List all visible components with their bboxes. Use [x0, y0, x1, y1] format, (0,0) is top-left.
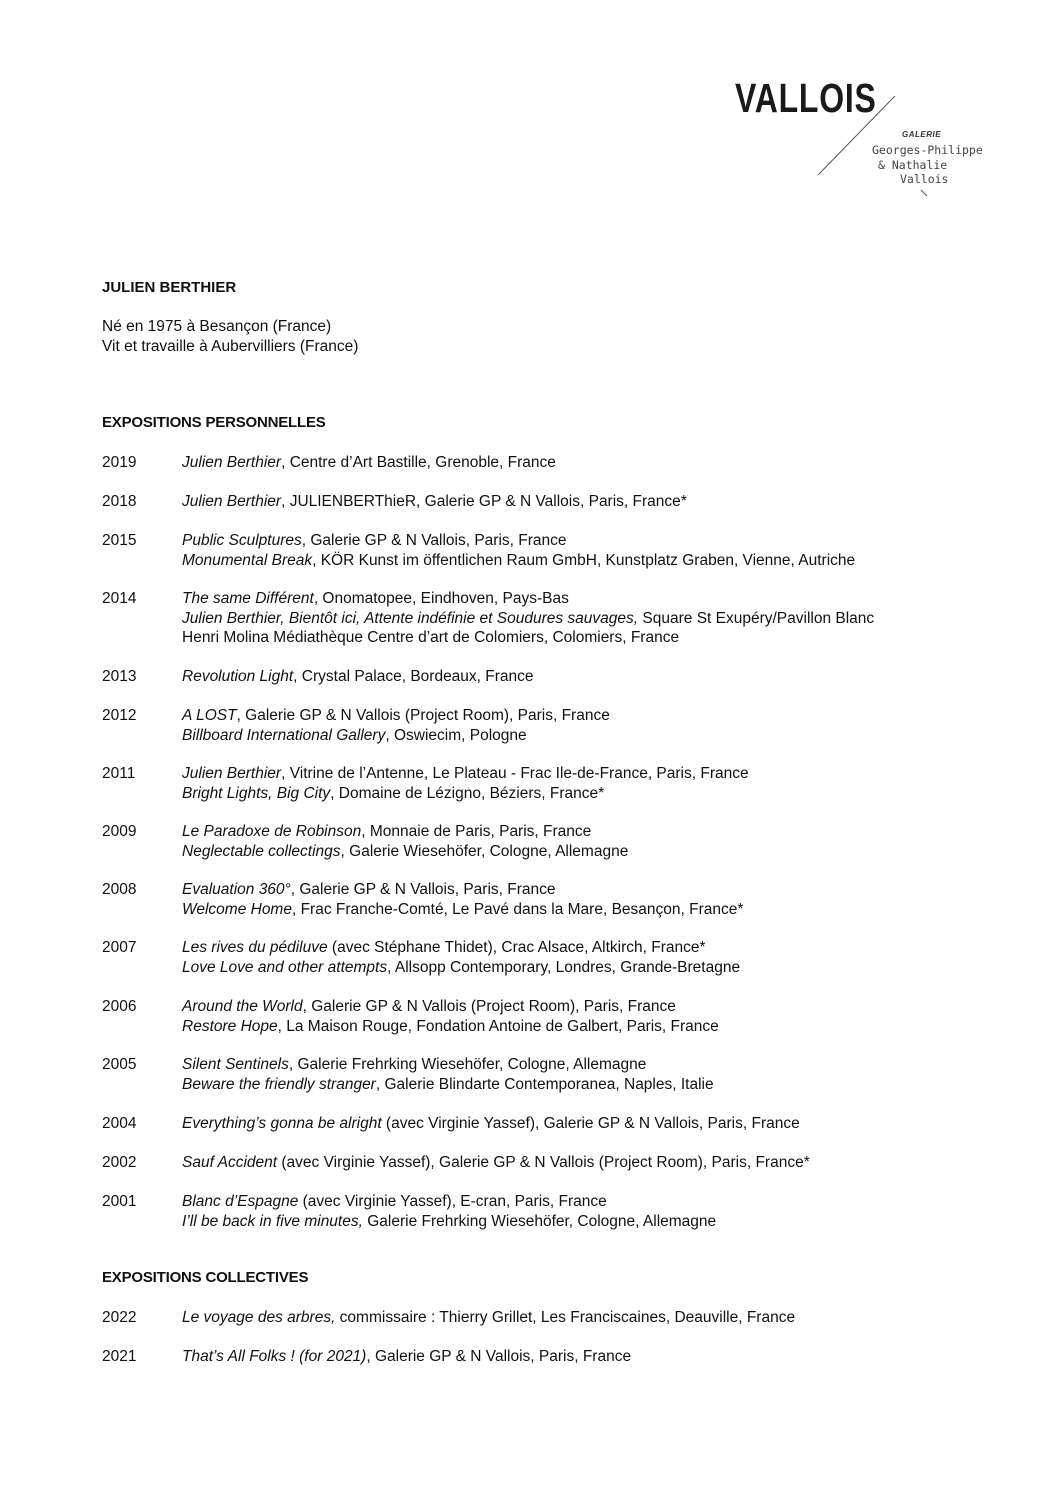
exhibition-venue: , Galerie GP & N Vallois (Project Room), Paris, France	[236, 707, 610, 724]
exhibition-title: Sauf Accident	[182, 1154, 278, 1171]
exhibition-year: 2002	[102, 1154, 137, 1171]
artist-residence: Vit et travaille à Aubervilliers (France)	[102, 338, 359, 355]
exhibition-entry	[182, 454, 556, 472]
exhibition-venue: (avec Virginie Yassef), E-cran, Paris, France	[298, 1193, 607, 1210]
exhibition-entry	[182, 785, 604, 803]
exhibition-title: Julien Berthier	[182, 765, 282, 782]
exhibition-entry	[182, 532, 567, 550]
exhibition-year: 2006	[102, 998, 137, 1015]
exhibition-venue: , Galerie GP & N Vallois (Project Room), Paris, France	[302, 998, 676, 1015]
exhibition-year: 2007	[102, 939, 137, 956]
exhibition-venue: , Onomatopee, Eindhoven, Pays-Bas	[313, 590, 569, 607]
exhibition-venue: , Domaine de Lézigno, Béziers, France*	[330, 784, 605, 802]
exhibition-entry	[182, 590, 569, 608]
exhibition-entry	[182, 493, 687, 511]
exhibition-venue: (avec Stéphane Thidet), Crac Alsace, Altkirch, France*	[327, 939, 706, 956]
exhibition-entry	[182, 939, 706, 957]
exhibition-venue: , Frac Franche-Comté, Le Pavé dans la Mare, Besançon, France*	[291, 900, 744, 918]
exhibition-year: 2019	[102, 454, 137, 471]
exhibition-venue: (avec Virginie Yassef), Galerie GP & N Vallois, Paris, France	[381, 1115, 800, 1132]
exhibition-title: That’s All Folks ! (for 2021)	[182, 1348, 367, 1365]
exhibition-venue: , Oswiecim, Pologne	[385, 726, 527, 744]
exhibition-venue: , KÖR Kunst im öffentlichen Raum GmbH, Kunstplatz Graben, Vienne, Autriche	[312, 551, 856, 569]
exhibition-entry	[182, 1056, 646, 1074]
exhibition-entry	[182, 1309, 795, 1327]
exhibition-year: 2022	[102, 1309, 137, 1326]
exhibition-entry	[182, 727, 527, 745]
logo-line-2: & Nathalie	[878, 158, 948, 172]
exhibition-venue: , La Maison Rouge, Fondation Antoine de Galbert, Paris, France	[277, 1017, 719, 1035]
exhibition-title: Love Love and other attempts	[182, 958, 388, 976]
exhibition-entry	[182, 552, 855, 570]
exhibition-title: Blanc d’Espagne	[182, 1193, 299, 1210]
exhibition-year: 2009	[102, 823, 137, 840]
exhibition-venue: , Galerie GP & N Vallois, Paris, France	[366, 1348, 632, 1365]
exhibition-venue: , Galerie GP & N Vallois, Paris, France	[290, 881, 556, 898]
exhibition-venue: (avec Virginie Yassef), Galerie GP & N Vallois (Project Room), Paris, France*	[277, 1154, 810, 1171]
exhibition-entry	[182, 998, 676, 1016]
exhibition-entry	[182, 765, 749, 783]
exhibition-title: Everything’s gonna be alright	[182, 1115, 382, 1132]
exhibition-year: 2021	[102, 1348, 137, 1365]
exhibition-title: Julien Berthier, Bientôt ici, Attente indéfinie et Soudures sauvages,	[182, 609, 639, 627]
exhibition-year: 2008	[102, 881, 137, 898]
logo-line-1: Georges-Philippe	[872, 143, 983, 157]
exhibition-title: Les rives du pédiluve	[182, 939, 328, 956]
exhibition-venue: , Galerie Blindarte Contemporanea, Naples, Italie	[375, 1075, 714, 1093]
exhibition-year: 2001	[102, 1193, 137, 1210]
exhibition-venue: , Monnaie de Paris, Paris, France	[361, 823, 592, 840]
exhibition-year: 2015	[102, 532, 137, 549]
exhibition-entry	[182, 843, 628, 861]
exhibition-title: Around the World	[182, 998, 303, 1015]
exhibition-title: Billboard International Gallery	[182, 726, 386, 744]
logo-galerie-label: GALERIE	[902, 130, 942, 139]
exhibition-title: Le Paradoxe de Robinson	[182, 823, 362, 840]
exhibition-entry	[182, 881, 556, 899]
exhibition-venue: Square St Exupéry/Pavillon Blanc	[638, 609, 875, 627]
exhibition-year: 2013	[102, 668, 137, 685]
exhibition-year: 2018	[102, 493, 137, 510]
exhibition-entry	[182, 959, 740, 977]
logo-wordmark: VALLOIS	[735, 75, 877, 121]
exhibition-venue: , Centre d’Art Bastille, Grenoble, France	[281, 454, 556, 471]
exhibition-title: Bright Lights, Big City	[182, 784, 331, 802]
logo-line-3: Vallois	[900, 172, 949, 186]
exhibition-year: 2014	[102, 590, 137, 607]
exhibition-title: Monumental Break	[182, 551, 313, 569]
exhibition-venue: , Vitrine de l’Antenne, Le Plateau - Frac Ile-de-France, Paris, France	[281, 765, 749, 782]
exhibition-title: Le voyage des arbres,	[182, 1309, 336, 1326]
exhibition-entry	[182, 1076, 714, 1094]
exhibition-entry	[182, 823, 591, 841]
exhibition-venue: , Allsopp Contemporary, Londres, Grande-Bretagne	[387, 958, 741, 976]
artist-birth: Né en 1975 à Besançon (France)	[102, 318, 332, 335]
exhibition-venue: , Crystal Palace, Bordeaux, France	[293, 668, 534, 685]
exhibition-title: Silent Sentinels	[182, 1056, 289, 1073]
exhibition-title: Public Sculptures	[182, 532, 302, 549]
exhibition-title: Restore Hope	[182, 1017, 278, 1035]
exhibition-venue: Galerie Frehrking Wiesehöfer, Cologne, Allemagne	[362, 1212, 717, 1230]
exhibition-entry	[182, 707, 610, 725]
exhibition-title: Revolution Light	[182, 668, 294, 685]
exhibition-title: Welcome Home	[182, 900, 292, 918]
artist-name: JULIEN BERTHIER	[102, 279, 237, 296]
exhibition-title: I’ll be back in five minutes,	[182, 1212, 363, 1230]
exhibition-title: The same Différent	[182, 590, 314, 607]
exhibition-year: 2005	[102, 1056, 137, 1073]
exhibition-entry	[182, 610, 874, 628]
exhibition-title: A LOST	[182, 707, 237, 724]
gallery-logo	[730, 75, 990, 208]
exhibition-venue: , Galerie Wiesehöfer, Cologne, Allemagne	[340, 842, 629, 860]
exhibition-entry	[182, 1154, 810, 1172]
exhibition-year: 2012	[102, 707, 137, 724]
exhibition-entry	[182, 1115, 800, 1133]
exhibition-title: Julien Berthier	[182, 454, 282, 471]
exhibition-year: 2011	[102, 765, 136, 782]
exhibition-title: Evaluation 360°	[182, 881, 291, 898]
exhibition-venue: , Galerie GP & N Vallois, Paris, France	[301, 532, 567, 549]
exhibition-venue: commissaire : Thierry Grillet, Les Franciscaines, Deauville, France	[335, 1309, 796, 1326]
exhibition-venue: , JULIENBERThieR, Galerie GP & N Vallois, Paris, France*	[281, 493, 687, 510]
section-heading-group: EXPOSITIONS COLLECTIVES	[102, 1269, 309, 1286]
exhibition-title: Julien Berthier	[182, 493, 282, 510]
exhibition-venue: Henri Molina Médiathèque Centre d’art de Colomiers, Colomiers, France	[182, 629, 680, 646]
exhibition-entry	[182, 1018, 719, 1036]
exhibition-venue: , Galerie Frehrking Wiesehöfer, Cologne, Allemagne	[288, 1056, 647, 1073]
exhibition-entry	[182, 629, 679, 647]
exhibition-entry	[182, 1348, 631, 1366]
exhibition-title: Beware the friendly stranger	[182, 1075, 376, 1093]
exhibition-title: Neglectable collectings	[182, 842, 341, 860]
section-heading-solo: EXPOSITIONS PERSONNELLES	[102, 414, 326, 431]
exhibition-entry	[182, 901, 743, 919]
exhibition-entry	[182, 668, 534, 686]
exhibition-year: 2004	[102, 1115, 137, 1132]
exhibition-entry	[182, 1193, 607, 1211]
exhibition-entry	[182, 1213, 716, 1231]
